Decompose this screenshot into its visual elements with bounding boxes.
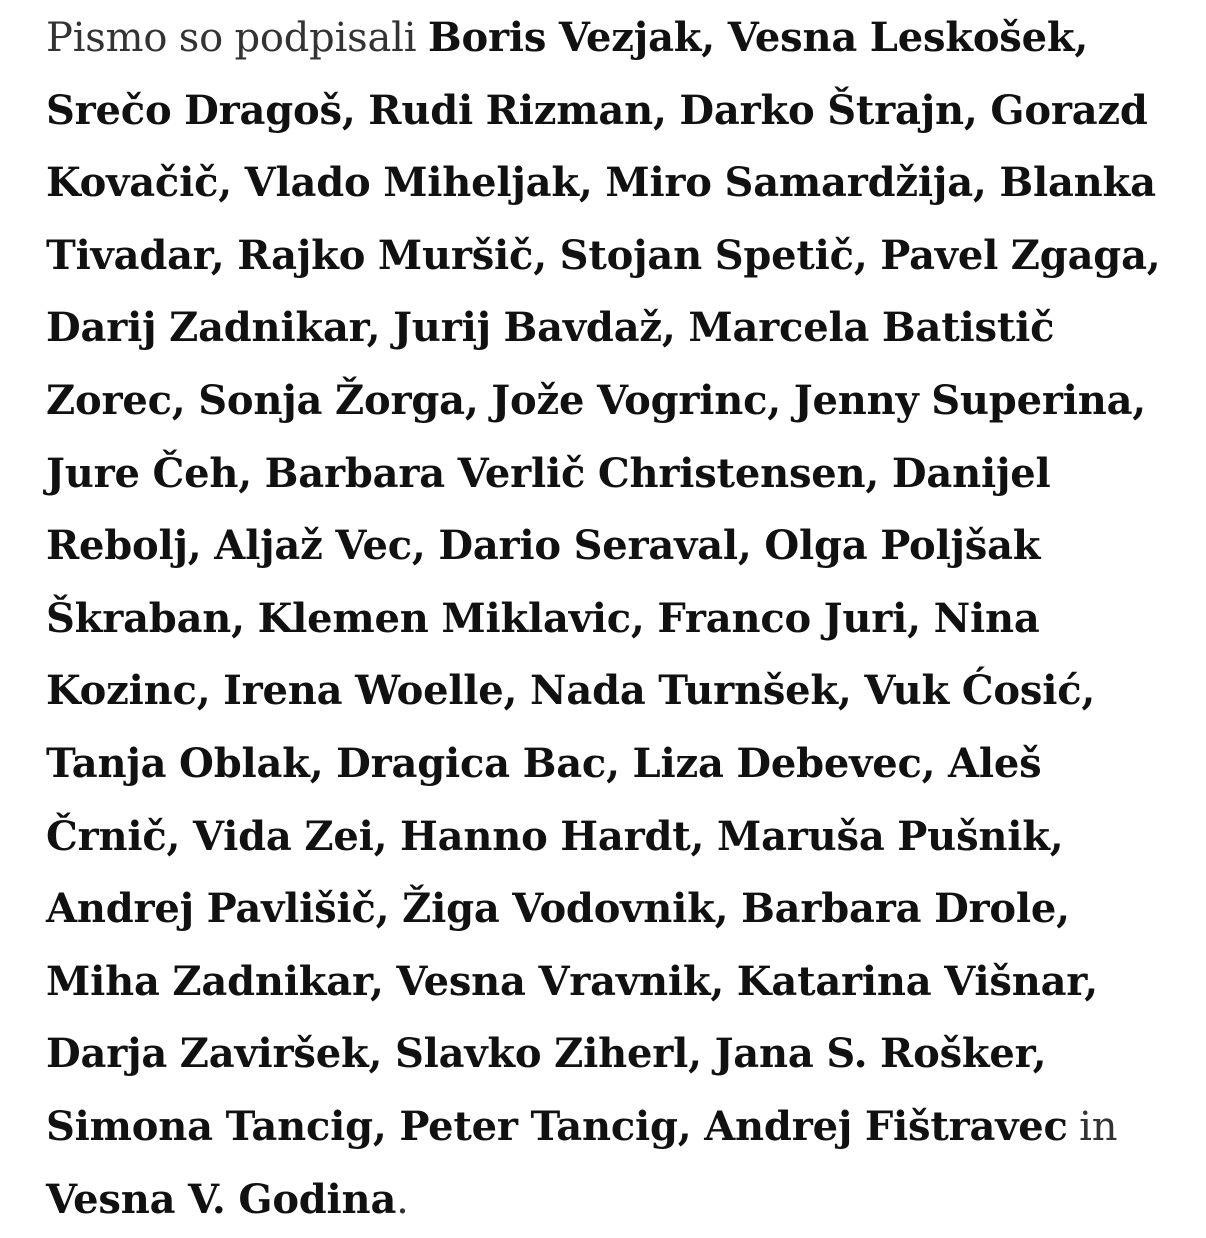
end-punctuation: . <box>396 1176 409 1223</box>
intro-text: Pismo so podpisali <box>46 15 428 61</box>
last-signer: Vesna V. Godina <box>46 1175 397 1223</box>
signers-list: Boris Vezjak, Vesna Leskošek, Srečo Dragoš, Rudi Rizman, Darko Štrajn, Gorazd Kovačič, Vlado Miheljak, Miro Samardžija, Blanka Tivadar, Rajko Muršič, Stojan Spetič, Pavel Zgaga, Darij Zadnikar, Jurij Bavdaž, Marcela Batistič Zorec, Sonja Žorga, Jože Vogrinc, Jenny Superina, Jure Čeh, Barbara Verlič Christensen, Danijel Rebolj, Aljaž Vec, Dario Seraval, Olga Poljšak Škraban, Klemen Miklavic, Franco Juri, Nina Kozinc, Irena Woelle, Nada Turnšek, Vuk Ćosić, Tanja Oblak, Dragica Bac, Liza Debevec, Aleš Črnič, Vida Zei, Hanno Hardt, Maruša Pušnik, Andrej Pavlišič, Žiga Vodovnik, Barbara Drole, Miha Zadnikar, Vesna Vravnik, Katarina Višnar, Darja Zaviršek, Slavko Ziherl, Jana S. Rošker, Simona Tancig, Peter Tancig, Andrej Fištravec <box>46 14 1161 1150</box>
signatories-paragraph <box>46 0 1166 1236</box>
conjunction-text: in <box>1067 1103 1118 1150</box>
